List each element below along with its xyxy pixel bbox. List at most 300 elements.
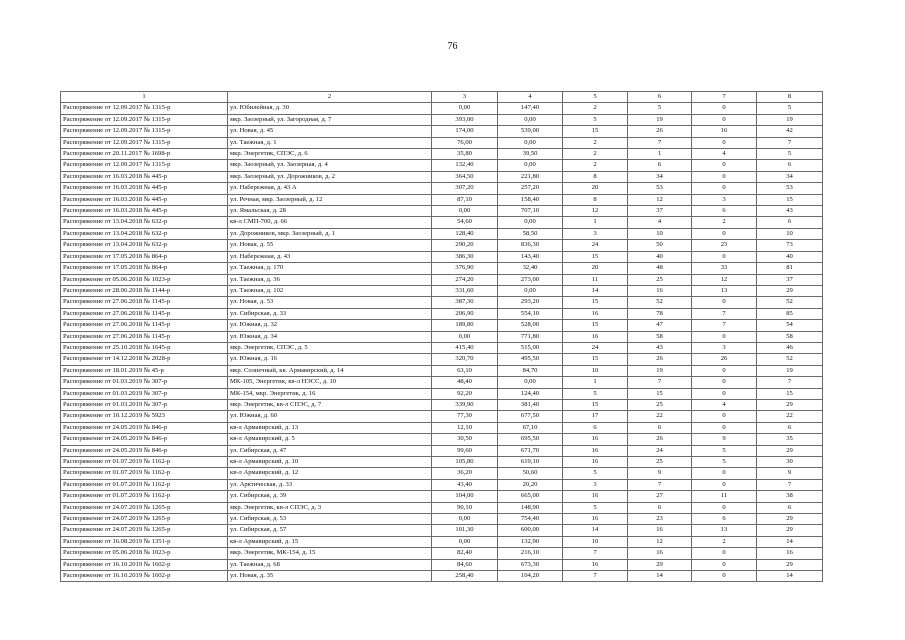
- table-cell: 29: [757, 559, 823, 570]
- table-cell: 5: [692, 457, 757, 468]
- table-cell: ул. Сибирская, д. 33: [228, 308, 432, 319]
- table-cell: 47: [628, 320, 692, 331]
- table-cell: 2: [563, 149, 628, 160]
- table-cell: 40: [628, 251, 692, 262]
- table-cell: Распоряжение от 17.05.2018 № 864-р: [61, 251, 228, 262]
- table-cell: 158,40: [498, 194, 563, 205]
- table-cell: Распоряжение от 05.06.2018 № 1023-р: [61, 274, 228, 285]
- table-cell: 43: [757, 206, 823, 217]
- table-cell: ул. Новая, д. 55: [228, 240, 432, 251]
- table-cell: 2: [563, 160, 628, 171]
- table-row: [61, 571, 823, 582]
- table-cell: 671,70: [498, 445, 563, 456]
- table-cell: 20,20: [498, 479, 563, 490]
- table-cell: 15: [757, 388, 823, 399]
- table-cell: 35,80: [432, 149, 498, 160]
- table-cell: 32,40: [498, 263, 563, 274]
- table-cell: 24: [563, 240, 628, 251]
- table-cell: ул. Сибирская, д. 47: [228, 445, 432, 456]
- table-cell: 29: [757, 399, 823, 410]
- table-cell: Распоряжение от 17.05.2018 № 864-р: [61, 263, 228, 274]
- table-cell: Распоряжение от 01.03.2019 № 307-р: [61, 377, 228, 388]
- table-cell: 6: [757, 217, 823, 228]
- table-cell: 221,80: [498, 171, 563, 182]
- table-row: [61, 228, 823, 239]
- table-row: [61, 525, 823, 536]
- table-cell: ул. Таежная, д. 170: [228, 263, 432, 274]
- table-cell: Распоряжение от 01.03.2019 № 307-р: [61, 399, 228, 410]
- table-cell: 4: [628, 217, 692, 228]
- table-cell: Распоряжение от 24.05.2019 № 846-р: [61, 445, 228, 456]
- table-cell: 92,20: [432, 388, 498, 399]
- table-cell: Распоряжение от 27.06.2018 № 1145-р: [61, 331, 228, 342]
- table-cell: 22: [628, 411, 692, 422]
- table-cell: 3: [692, 342, 757, 353]
- table-cell: 37: [628, 206, 692, 217]
- table-cell: 2: [692, 217, 757, 228]
- table-cell: 15: [757, 194, 823, 205]
- table-cell: 6: [757, 422, 823, 433]
- table-cell: 16: [757, 548, 823, 559]
- table-cell: 73: [757, 240, 823, 251]
- column-header: 1: [61, 92, 228, 103]
- table-cell: 6: [628, 422, 692, 433]
- table-cell: 16: [628, 548, 692, 559]
- table-cell: Распоряжение от 16.03.2018 № 445-р: [61, 206, 228, 217]
- table-cell: 0,00: [498, 137, 563, 148]
- table-row: [61, 457, 823, 468]
- table-cell: 84,60: [432, 559, 498, 570]
- table-cell: 54: [757, 320, 823, 331]
- table-cell: ул. Южная, д. 60: [228, 411, 432, 422]
- table-cell: 665,00: [498, 491, 563, 502]
- table-row: [61, 297, 823, 308]
- table-cell: 16: [563, 308, 628, 319]
- table-cell: ул. Таежная, д. 36: [228, 274, 432, 285]
- table-cell: 554,10: [498, 308, 563, 319]
- table-cell: 132,40: [432, 160, 498, 171]
- table-cell: ул. Сибирская, д. 57: [228, 525, 432, 536]
- table-cell: 0: [692, 571, 757, 582]
- table-row: [61, 206, 823, 217]
- table-row: [61, 479, 823, 490]
- table-cell: 105,80: [432, 457, 498, 468]
- table-row: [61, 285, 823, 296]
- table-cell: ул. Юбилейная, д. 30: [228, 103, 432, 114]
- table-cell: ул. Новая, д. 53: [228, 297, 432, 308]
- table-cell: 0: [692, 559, 757, 570]
- table-cell: ул. Таежная, д. 68: [228, 559, 432, 570]
- table-cell: мкр. Заозерный, ул. Загородная, д. 7: [228, 114, 432, 125]
- table-cell: 4: [692, 399, 757, 410]
- table-cell: 0: [692, 468, 757, 479]
- table-cell: 9: [692, 434, 757, 445]
- table-cell: Распоряжение от 27.06.2018 № 1145-р: [61, 308, 228, 319]
- table-cell: 0: [692, 548, 757, 559]
- table-cell: 0: [692, 160, 757, 171]
- table-cell: Распоряжение от 24.05.2019 № 846-р: [61, 434, 228, 445]
- table-row: [61, 320, 823, 331]
- table-cell: 25: [628, 274, 692, 285]
- table-row: [61, 103, 823, 114]
- table-cell: 0,00: [498, 114, 563, 125]
- table-cell: 35: [757, 434, 823, 445]
- table-cell: 26: [628, 126, 692, 137]
- table-cell: мкр. Энергетик, МК-154, д. 15: [228, 548, 432, 559]
- table-cell: 15: [563, 297, 628, 308]
- table-cell: 30,50: [432, 434, 498, 445]
- table-cell: 7: [563, 548, 628, 559]
- table-cell: 13: [692, 525, 757, 536]
- table-cell: кв-л Армавирский, д. 15: [228, 536, 432, 547]
- table-cell: 12: [563, 206, 628, 217]
- table-cell: 19: [757, 365, 823, 376]
- table-cell: Распоряжение от 24.07.2019 № 1265-р: [61, 514, 228, 525]
- table-cell: Распоряжение от 01.03.2019 № 307-р: [61, 388, 228, 399]
- table-cell: 78: [628, 308, 692, 319]
- table-cell: 0,00: [432, 514, 498, 525]
- table-cell: 0: [692, 297, 757, 308]
- table-cell: Распоряжение от 14.12.2018 № 2028-р: [61, 354, 228, 365]
- table-cell: 38: [757, 491, 823, 502]
- table-cell: 54,60: [432, 217, 498, 228]
- table-cell: ул. Новая, д. 35: [228, 571, 432, 582]
- table-cell: Распоряжение от 25.10.2018 № 1645-р: [61, 342, 228, 353]
- table-cell: ул. Набережная, д. 43 А: [228, 183, 432, 194]
- table-row: [61, 502, 823, 513]
- table-row: [61, 126, 823, 137]
- table-cell: 39,50: [498, 149, 563, 160]
- table-cell: 0,00: [498, 217, 563, 228]
- table-cell: 8: [563, 194, 628, 205]
- table-cell: Распоряжение от 01.07.2019 № 1162-р: [61, 468, 228, 479]
- table-cell: 17: [563, 411, 628, 422]
- table-cell: ул. Речная, мкр. Заозерный, д. 12: [228, 194, 432, 205]
- table-cell: 0,00: [498, 377, 563, 388]
- table-cell: 0,00: [432, 536, 498, 547]
- table-cell: 0: [692, 251, 757, 262]
- table-cell: 13: [692, 285, 757, 296]
- table-cell: Распоряжение от 16.03.2018 № 445-р: [61, 183, 228, 194]
- table-row: [61, 274, 823, 285]
- table-cell: Распоряжение от 24.07.2019 № 1265-р: [61, 502, 228, 513]
- table-row: [61, 149, 823, 160]
- table-cell: 174,00: [432, 126, 498, 137]
- table-cell: 104,00: [432, 491, 498, 502]
- table-cell: ул. Сибирская, д. 39: [228, 491, 432, 502]
- table-cell: 0,00: [432, 331, 498, 342]
- table-cell: 6: [563, 422, 628, 433]
- table-cell: 7: [628, 479, 692, 490]
- table-cell: 619,10: [498, 457, 563, 468]
- table-cell: 10: [563, 365, 628, 376]
- table-row: [61, 468, 823, 479]
- table-cell: 85: [757, 308, 823, 319]
- table-cell: 0: [692, 411, 757, 422]
- table-cell: 515,00: [498, 342, 563, 353]
- table-cell: 10: [757, 228, 823, 239]
- table-cell: мкр. Заозерный, ул. Дорожников, д. 2: [228, 171, 432, 182]
- table-cell: 5: [628, 103, 692, 114]
- table-cell: 33: [692, 263, 757, 274]
- table-cell: 320,70: [432, 354, 498, 365]
- table-cell: 216,10: [498, 548, 563, 559]
- table-cell: 14: [757, 571, 823, 582]
- table-cell: 63,10: [432, 365, 498, 376]
- table-cell: 386,30: [432, 251, 498, 262]
- table-cell: 147,40: [498, 103, 563, 114]
- table-cell: 0,00: [498, 160, 563, 171]
- table-cell: 52: [757, 354, 823, 365]
- table-cell: Распоряжение от 10.12.2019 № 5923: [61, 411, 228, 422]
- table-cell: 7: [757, 377, 823, 388]
- table-cell: 3: [563, 228, 628, 239]
- table-cell: 5: [692, 445, 757, 456]
- table-cell: Распоряжение от 18.01.2019 № 45-р: [61, 365, 228, 376]
- column-header: 4: [498, 92, 563, 103]
- table-cell: 43: [628, 342, 692, 353]
- table-cell: 143,40: [498, 251, 563, 262]
- table-cell: 43,40: [432, 479, 498, 490]
- table-cell: 5: [563, 468, 628, 479]
- table-row: [61, 194, 823, 205]
- table-cell: 754,40: [498, 514, 563, 525]
- table-cell: 6: [757, 160, 823, 171]
- table-cell: ул. Южная, д. 16: [228, 354, 432, 365]
- table-cell: 2: [692, 536, 757, 547]
- table-cell: 9: [757, 468, 823, 479]
- table-cell: Распоряжение от 13.04.2018 № 632-р: [61, 228, 228, 239]
- table-cell: МК-105, Энергетик, кв-л НЭСС, д. 10: [228, 377, 432, 388]
- table-cell: 16: [563, 491, 628, 502]
- table-cell: 257,20: [498, 183, 563, 194]
- table-cell: 387,30: [432, 297, 498, 308]
- table-cell: 600,00: [498, 525, 563, 536]
- table-cell: 24: [628, 445, 692, 456]
- table-cell: 11: [563, 274, 628, 285]
- table-row: [61, 160, 823, 171]
- table-cell: Распоряжение от 05.06.2018 № 1023-р: [61, 548, 228, 559]
- table-cell: 7: [628, 137, 692, 148]
- table-cell: 495,50: [498, 354, 563, 365]
- table-cell: 19: [628, 114, 692, 125]
- table-cell: 189,80: [432, 320, 498, 331]
- table-cell: ул. Таежная, д. 102: [228, 285, 432, 296]
- table-row: [61, 263, 823, 274]
- table-cell: 82,40: [432, 548, 498, 559]
- table-cell: кв-л Армавирский, д. 12: [228, 468, 432, 479]
- table-row: [61, 354, 823, 365]
- table-row: [61, 514, 823, 525]
- table-cell: 290,20: [432, 240, 498, 251]
- table-row: [61, 331, 823, 342]
- table-cell: Распоряжение от 12.09.2017 № 1315-р: [61, 114, 228, 125]
- table-cell: 1: [563, 217, 628, 228]
- table-cell: кв-л СМП-700, д. 66: [228, 217, 432, 228]
- table-cell: 6: [628, 502, 692, 513]
- table-row: [61, 171, 823, 182]
- table-cell: Распоряжение от 01.07.2019 № 1162-р: [61, 457, 228, 468]
- table-cell: 393,00: [432, 114, 498, 125]
- table-row: [61, 434, 823, 445]
- table-cell: Распоряжение от 16.10.2019 № 1602-р: [61, 571, 228, 582]
- table-cell: 274,20: [432, 274, 498, 285]
- table-cell: 0: [692, 137, 757, 148]
- table-cell: 58,50: [498, 228, 563, 239]
- table-row: [61, 240, 823, 251]
- table-cell: 25: [628, 457, 692, 468]
- table-cell: мкр. Энергетик, кв-л СПЭС, д. 3: [228, 502, 432, 513]
- table-cell: 0: [692, 479, 757, 490]
- table-cell: 0: [692, 228, 757, 239]
- table-cell: 50: [628, 240, 692, 251]
- table-row: [61, 411, 823, 422]
- table-cell: 6: [628, 160, 692, 171]
- table-cell: Распоряжение от 13.04.2018 № 632-р: [61, 240, 228, 251]
- table-cell: 0,00: [432, 103, 498, 114]
- table-cell: 5: [563, 114, 628, 125]
- table-cell: Распоряжение от 24.05.2019 № 846-р: [61, 422, 228, 433]
- table-row: [61, 548, 823, 559]
- table-cell: 0: [692, 388, 757, 399]
- table-cell: кв-л Армавирский, д. 5: [228, 434, 432, 445]
- table-cell: 0: [692, 171, 757, 182]
- table-cell: 34: [757, 171, 823, 182]
- table-row: [61, 445, 823, 456]
- table-cell: 128,40: [432, 228, 498, 239]
- table-cell: 415,40: [432, 342, 498, 353]
- table-cell: 20: [563, 263, 628, 274]
- table-cell: Распоряжение от 16.10.2019 № 1602-р: [61, 559, 228, 570]
- table-cell: 707,10: [498, 206, 563, 217]
- table-cell: 12: [628, 536, 692, 547]
- table-cell: 16: [692, 126, 757, 137]
- table-cell: 87,10: [432, 194, 498, 205]
- table-row: [61, 308, 823, 319]
- table-cell: 12: [628, 194, 692, 205]
- table-cell: мкр. Солнечный, кв. Армавирский, д. 14: [228, 365, 432, 376]
- column-header: 5: [563, 92, 628, 103]
- table-cell: 2: [563, 137, 628, 148]
- table-cell: 0: [692, 365, 757, 376]
- table-cell: 20: [563, 183, 628, 194]
- column-header: 6: [628, 92, 692, 103]
- table-cell: 0: [692, 502, 757, 513]
- table-cell: мкр. Энергетик, СПЭС, д. 6: [228, 149, 432, 160]
- table-cell: 34: [628, 171, 692, 182]
- table-cell: 293,20: [498, 297, 563, 308]
- table-cell: 5: [757, 103, 823, 114]
- table-cell: 53: [757, 183, 823, 194]
- table-header-row: [61, 92, 823, 103]
- table-cell: 7: [628, 377, 692, 388]
- table-row: [61, 114, 823, 125]
- table-cell: 695,50: [498, 434, 563, 445]
- table-cell: 0: [692, 331, 757, 342]
- table-cell: мкр. Заозерный, ул. Заозерная, д. 4: [228, 160, 432, 171]
- table-cell: 0: [692, 114, 757, 125]
- table-cell: 24: [563, 342, 628, 353]
- table-cell: 19: [628, 365, 692, 376]
- table-cell: 9: [628, 468, 692, 479]
- table-cell: 771,80: [498, 331, 563, 342]
- table-cell: ул. Дорожников, мкр. Заозерный, д. 1: [228, 228, 432, 239]
- table-cell: 52: [757, 297, 823, 308]
- table-cell: 381,40: [498, 399, 563, 410]
- table-cell: ул. Сибирская, д. 53: [228, 514, 432, 525]
- table-cell: мкр. Энергетик, кв-л СПЭС, д. 7: [228, 399, 432, 410]
- table-cell: мкр. Энергетик, СПЭС, д. 5: [228, 342, 432, 353]
- table-cell: 104,20: [498, 571, 563, 582]
- table-cell: 5: [563, 502, 628, 513]
- column-header: 8: [757, 92, 823, 103]
- page-number: 76: [447, 41, 458, 52]
- table-cell: 29: [757, 525, 823, 536]
- table-cell: 677,50: [498, 411, 563, 422]
- table-cell: 58: [757, 331, 823, 342]
- table-cell: 14: [757, 536, 823, 547]
- table-cell: 84,70: [498, 365, 563, 376]
- table-cell: ул. Таежная, д. 1: [228, 137, 432, 148]
- table-cell: 14: [628, 571, 692, 582]
- table-cell: 148,90: [498, 502, 563, 513]
- table-cell: 16: [563, 514, 628, 525]
- table-cell: 673,30: [498, 559, 563, 570]
- table-cell: 6: [692, 514, 757, 525]
- table-cell: 16: [563, 434, 628, 445]
- table-cell: 48: [628, 263, 692, 274]
- column-header: 7: [692, 92, 757, 103]
- table-cell: 15: [563, 399, 628, 410]
- table-cell: 37: [757, 274, 823, 285]
- table-cell: 29: [757, 445, 823, 456]
- table-cell: 16: [563, 559, 628, 570]
- table-cell: 2: [563, 103, 628, 114]
- table-cell: 16: [628, 525, 692, 536]
- table-cell: 12: [692, 274, 757, 285]
- table-cell: 101,30: [432, 525, 498, 536]
- table-cell: 14: [563, 285, 628, 296]
- table-cell: 0,00: [498, 285, 563, 296]
- table-cell: Распоряжение от 27.06.2018 № 1145-р: [61, 320, 228, 331]
- table-cell: Распоряжение от 28.06.2018 № 1144-р: [61, 285, 228, 296]
- table-cell: 331,60: [432, 285, 498, 296]
- table-cell: 124,40: [498, 388, 563, 399]
- table-cell: 6: [692, 206, 757, 217]
- table-cell: Распоряжение от 12.09.2017 № 1315-р: [61, 126, 228, 137]
- table-row: [61, 559, 823, 570]
- table-cell: Распоряжение от 24.07.2019 № 1265-р: [61, 525, 228, 536]
- table-cell: 19: [757, 114, 823, 125]
- table-row: [61, 536, 823, 547]
- table-cell: 10: [563, 536, 628, 547]
- table-cell: 258,40: [432, 571, 498, 582]
- table-cell: 307,20: [432, 183, 498, 194]
- table-cell: 29: [757, 514, 823, 525]
- table-cell: ул. Набережная, д. 43: [228, 251, 432, 262]
- table-row: [61, 183, 823, 194]
- table-cell: 29: [757, 285, 823, 296]
- table-cell: кв-л Армавирский, д. 10: [228, 457, 432, 468]
- table-cell: 376,90: [432, 263, 498, 274]
- table-cell: 15: [563, 251, 628, 262]
- column-header: 3: [432, 92, 498, 103]
- table-cell: 16: [563, 445, 628, 456]
- table-cell: ул. Новая, д. 45: [228, 126, 432, 137]
- table-cell: 36,20: [432, 468, 498, 479]
- table-cell: 3: [692, 194, 757, 205]
- table-cell: 273,00: [498, 274, 563, 285]
